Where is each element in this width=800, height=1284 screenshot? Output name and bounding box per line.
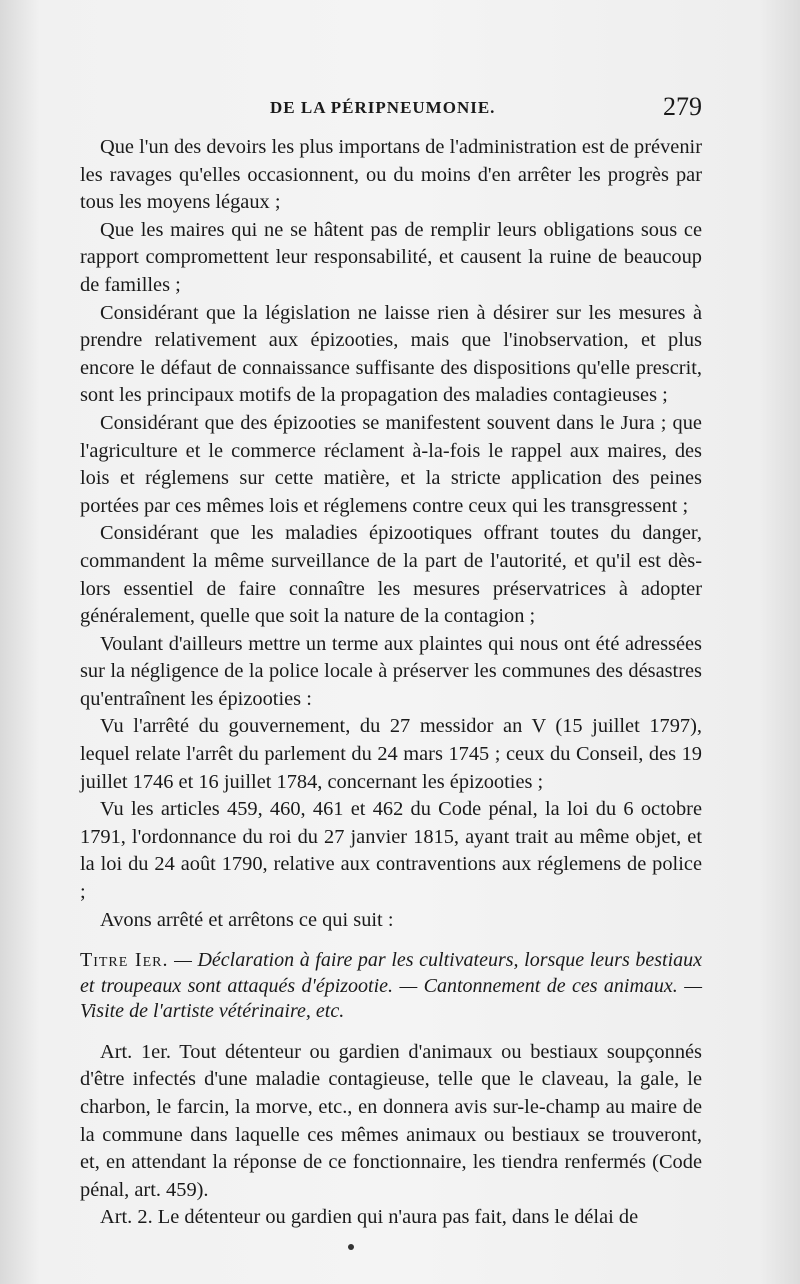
section-title-label: Titre Ier. [80, 949, 169, 972]
article-1 [80, 1039, 702, 1205]
paragraph: Voulant d'ailleurs mettre un terme aux plaintes qui nous ont été adressées sur la négligence de la police locale à préserver les communes des désastres qu'entraînent les épizooties : [80, 632, 702, 710]
article-text: Art. 1er. Tout détenteur ou gardien d'animaux ou bestiaux soupçonnés d'être infectés d'une maladie contagieuse, telle que le claveau, la gale, le charbon, le farcin, la morve, etc., en donnera avis sur-le-champ au maire de la commune dans laquelle ces mêmes animaux ou bestiaux se trouveront, et, en attendant la réponse de ce fonctionnaire, les tiendra renfermés (Code pénal, art. 459). [80, 1040, 702, 1201]
section-title-description: — Déclaration à faire par les cultivateurs, lorsque leurs bestiaux et troupeaux sont attaqués d'épizootie. — Cantonnement de ces animaux. — Visite de l'artiste vétérinaire, etc. [80, 949, 702, 1023]
paragraph: Considérant que les maladies épizootiques offrant toutes du danger, commandent la même surveillance de la part de l'autorité, et qu'il est dès-lors essentiel de faire connaître les mesures préservatrices à adopter généralement, quelle que soit la nature de la contagion ; [80, 522, 702, 628]
section-title [80, 948, 702, 1025]
page-header [80, 94, 702, 124]
article-2 [80, 1204, 702, 1232]
page-number: 279 [663, 92, 702, 121]
paragraph: Considérant que des épizooties se manifestent souvent dans le Jura ; que l'agriculture et le commerce réclament à-la-fois le rappel aux maires, des lois et réglemens sur cette matière, et la stricte application des peines portées par ces mêmes lois et réglemens contre ceux qui les transgressent ; [80, 411, 702, 517]
body-text [80, 134, 702, 1232]
running-title: DE LA PÉRIPNEUMONIE. [270, 98, 496, 117]
paragraph: Que les maires qui ne se hâtent pas de remplir leurs obligations sous ce rapport compromettent leur responsabilité, et causent la ruine de beaucoup de familles ; [80, 218, 702, 296]
paragraph: Vu les articles 459, 460, 461 et 462 du Code pénal, la loi du 6 octobre 1791, l'ordonnance du roi du 27 janvier 1815, ayant trait au même objet, et la loi du 24 août 1790, relative aux contraventions aux réglemens de police ; [80, 798, 702, 904]
paragraph: Considérant que la législation ne laisse rien à désirer sur les mesures à prendre relativement aux épizooties, mais que l'inobservation, et plus encore le défaut de connaissance suffisante des dispositions qu'elle prescrit, sont les principaux motifs de la propagation des maladies contagieuses ; [80, 301, 702, 407]
paragraph: Avons arrêté et arrêtons ce qui suit : [100, 908, 394, 931]
printer-mark [348, 1244, 354, 1250]
paragraph: Que l'un des devoirs les plus importans de l'administration est de prévenir les ravages qu'elles occasionnent, ou du moins d'en arrêter les progrès par tous les moyens légaux ; [80, 136, 702, 214]
paragraph: Vu l'arrêté du gouvernement, du 27 messidor an V (15 juillet 1797), lequel relate l'arrêt du parlement du 24 mars 1745 ; ceux du Conseil, des 19 juillet 1746 et 16 juillet 1784, concernant les épizooties ; [80, 715, 702, 793]
article-text: Art. 2. Le détenteur ou gardien qui n'aura pas fait, dans le délai de [100, 1206, 639, 1229]
